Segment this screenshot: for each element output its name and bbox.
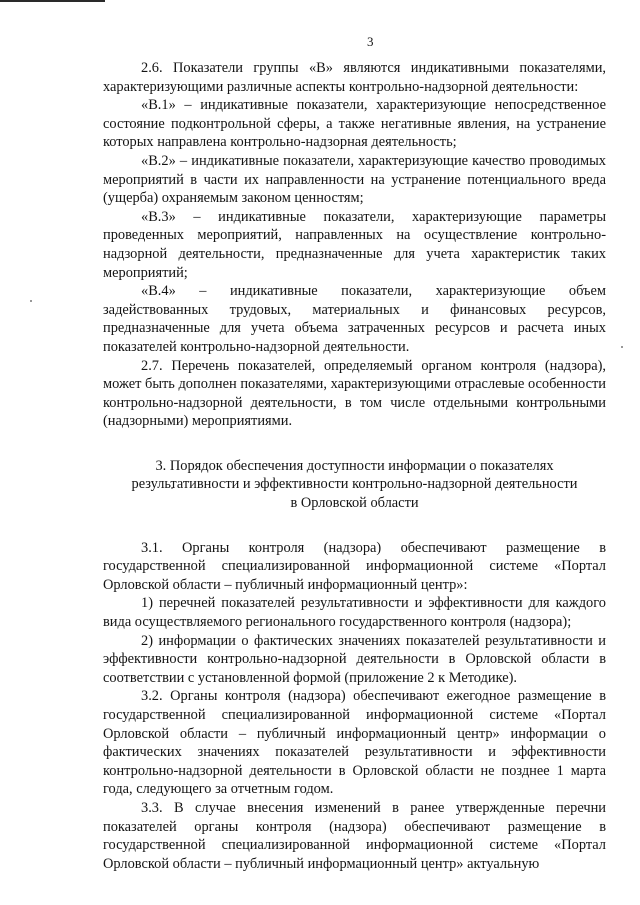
document-body [103,59,606,873]
paragraph-b4: «В.4» – индикативные показатели, характеризующие объем задействованных трудовых, материальных и финансовых ресурсов, предназначенные для учета объема затраченных ресурсов и расчета иных показателей контрольно-надзорной деятельности. [103,283,606,355]
paragraph-3-1-item-2: 2) информации о фактических значениях показателей результативности и эффективности контрольно-надзорной деятельности в Орловской области в соответствии с установленной формой (приложение 2 к Методике). [103,632,606,686]
paragraph-b1: «В.1» – индикативные показатели, характеризующие непосредственное состояние подконтрольной сферы, а также негативные явления, на устранение которых направлена контрольно-надзорная деятельность; [103,97,606,151]
paragraph-b2: «В.2» – индикативные показатели, характеризующие качество проводимых мероприятий в части их направленности на устранение потенциального вреда (ущерба) охраняемым законом ценностям; [103,152,606,207]
section-heading-line-1: 3. Порядок обеспечения доступности информации о показателях [155,457,554,474]
section-heading-line-3: в Орловской области [290,495,419,512]
scan-speck [30,300,32,302]
paragraph-2-6: 2.6. Показатели группы «В» являются индикативными показателями, характеризующими различные аспекты контрольно-надзорной деятельности: [103,60,606,95]
page-number: 3 [367,34,374,49]
paragraph-3-1: 3.1. Органы контроля (надзора) обеспечивают размещение в государственной специализированной информационной системе «Портал Орловской области – публичный информационный центр»: [103,539,606,593]
paragraph-3-2: 3.2. Органы контроля (надзора) обеспечивают ежегодное размещение в государственной специализированной информационной системе «Портал Орловской области – публичный информационный центр» информации о фактических значениях показателей результативности и эффективности контрольно-надзорной деятельности в Орловской области не позднее 1 марта года, следующего за отчетным годом. [103,688,606,798]
section-heading-line-2: результативности и эффективности контрольно-надзорной деятельности [131,476,578,493]
scan-speck [621,346,623,348]
paragraph-2-7: 2.7. Перечень показателей, определяемый органом контроля (надзора), может быть дополнен показателями, характеризующими отраслевые особенности контрольно-надзорной деятельности, в том числе отдельными контрольными (надзорными) мероприятиями. [103,357,606,430]
paragraph-3-1-item-1: 1) перечней показателей результативности и эффективности для каждого вида осуществляемого регионального государственного контроля (надзора); [103,595,606,631]
paragraph-3-3: 3.3. В случае внесения изменений в ранее утвержденные перечни показателей органы контроля (надзора) обеспечивают размещение в государственной специализированной информационной системе «Портал Орловской области – публичный информационный центр» актуальную [103,799,606,872]
paragraph-b3: «В.3» – индикативные показатели, характеризующие параметры проведенных мероприятий, направленных на осуществление контрольно-надзорной деятельности, предназначенные для учета характеристик таких мероприятий; [103,208,606,281]
section-heading [103,457,606,513]
top-edge-line [0,0,105,2]
